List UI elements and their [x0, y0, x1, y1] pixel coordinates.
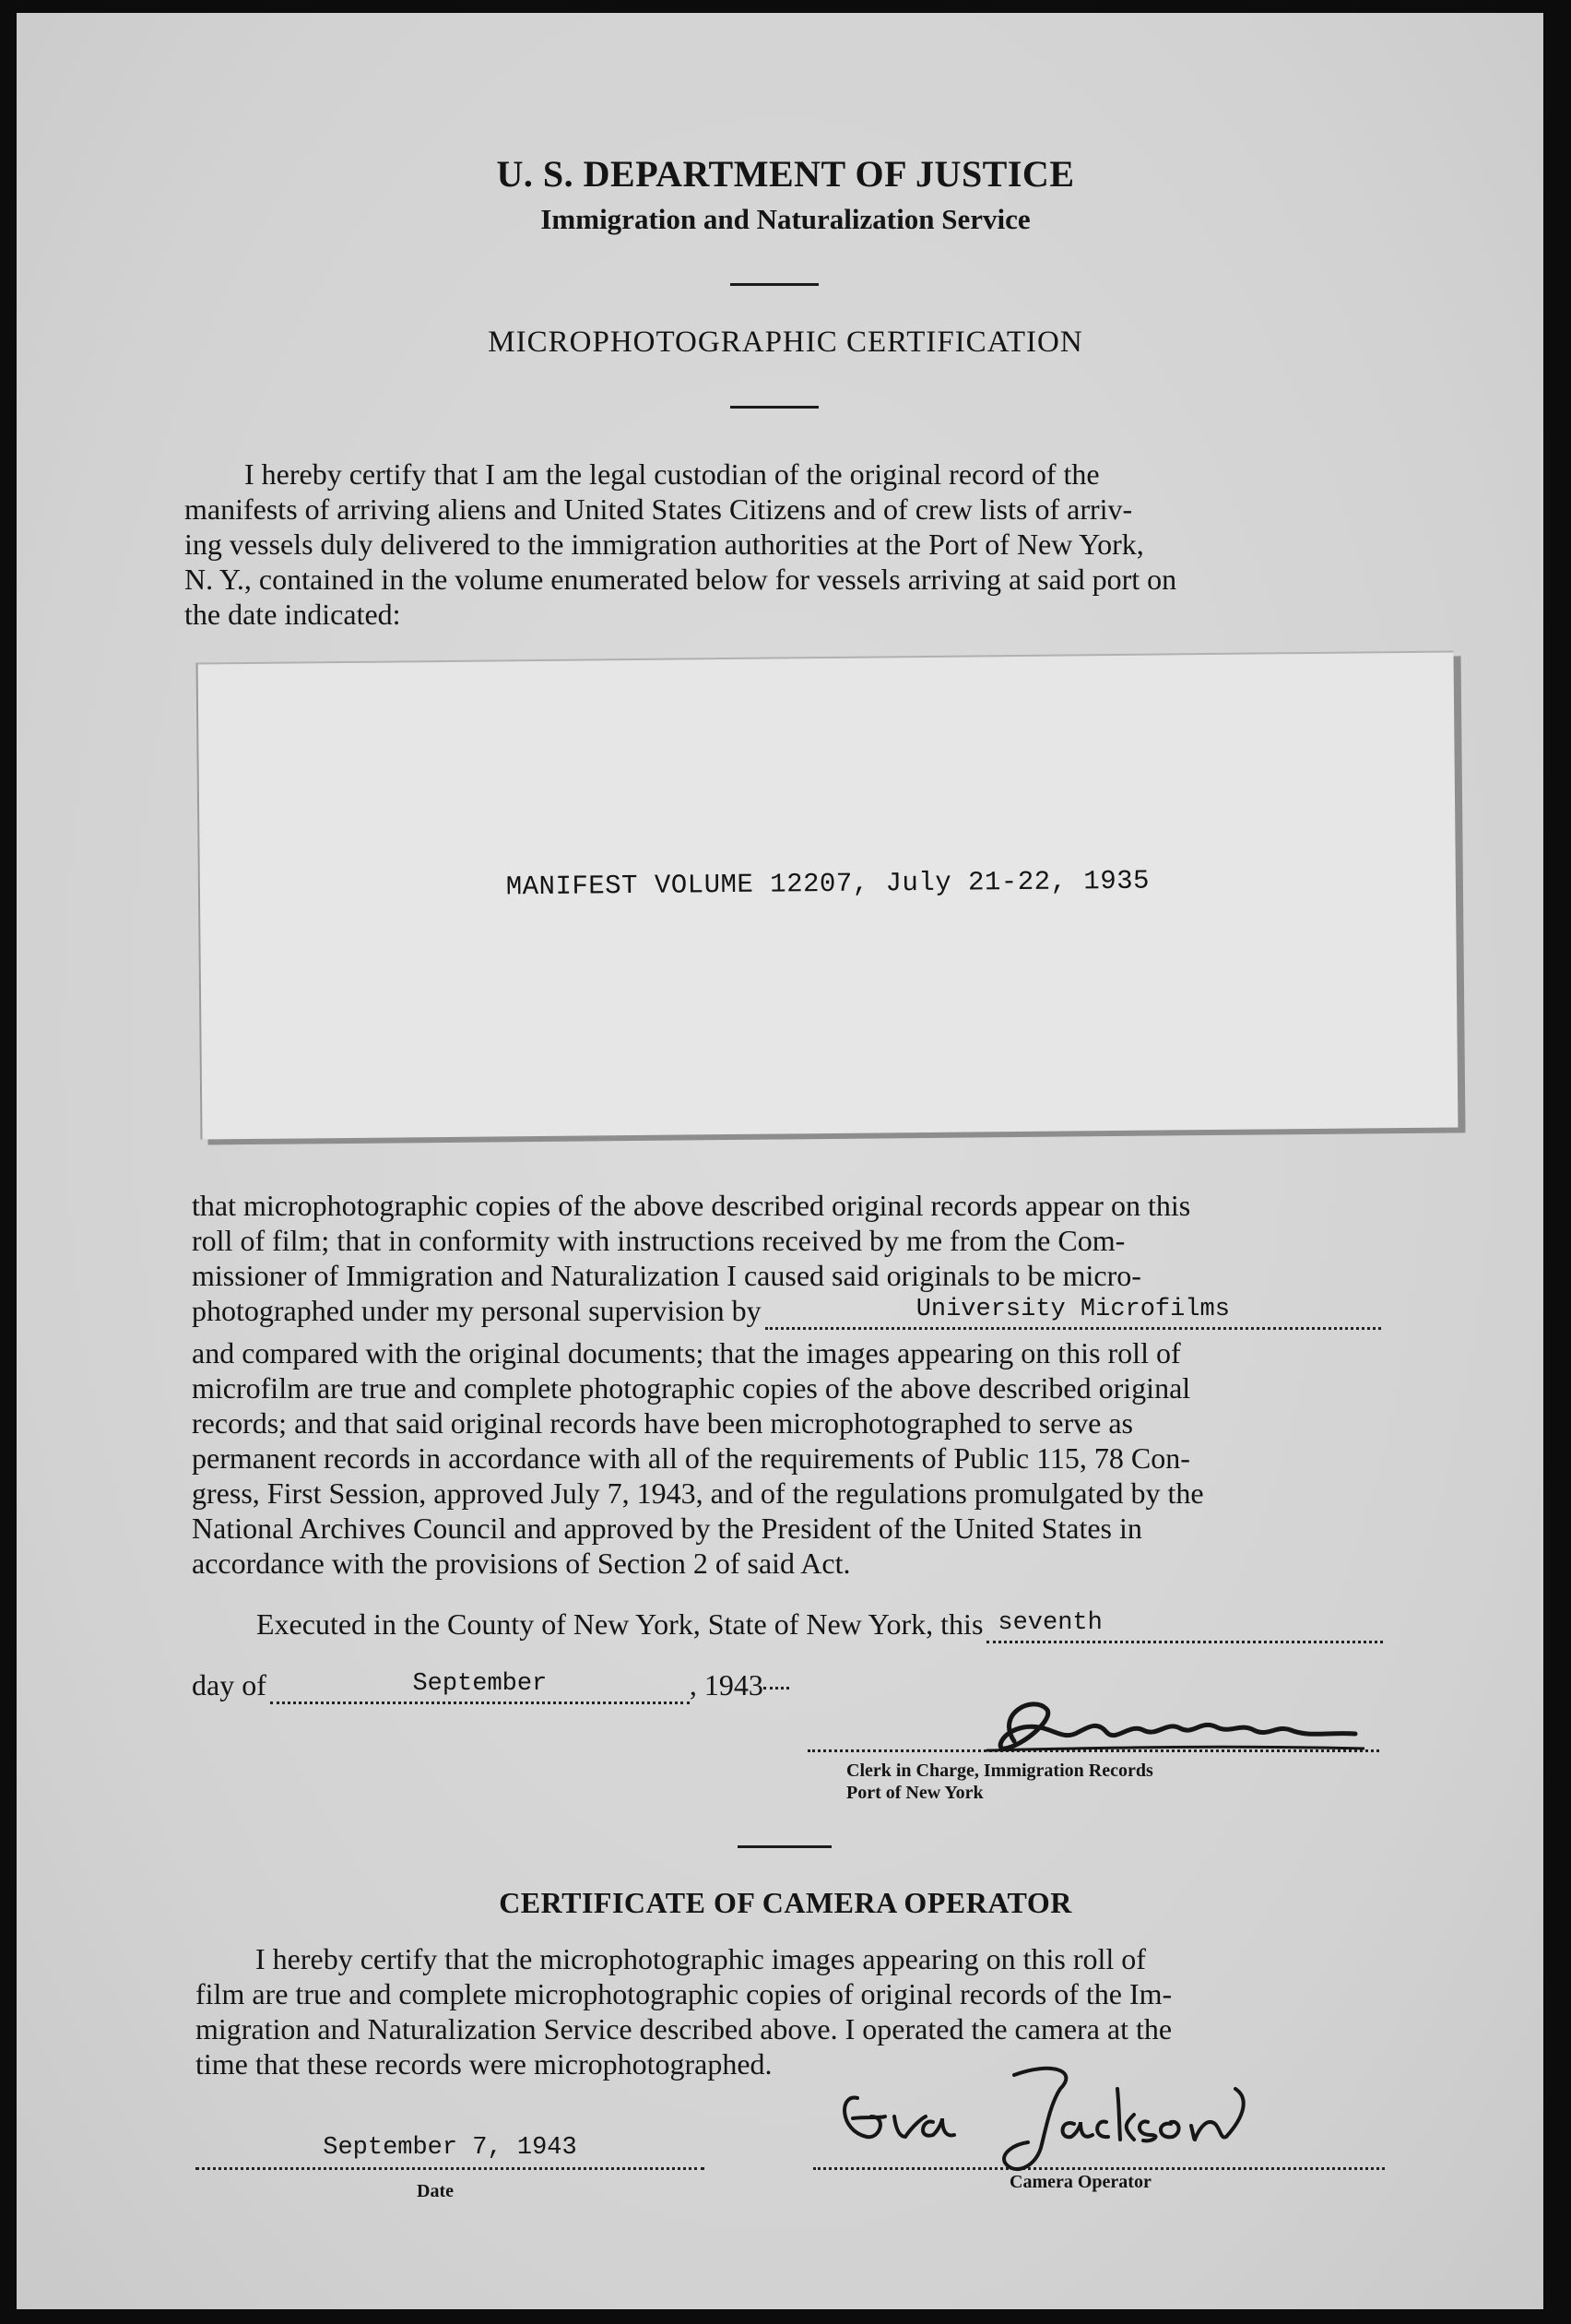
execution-day-field [986, 1601, 1383, 1643]
camera-line: migration and Naturalization Service described above. I operated the camera at the [195, 2012, 1173, 2045]
camera-line: film are true and complete microphotographic copies of original records of the Im- [195, 1977, 1173, 2010]
microfilm-company-field [765, 1287, 1381, 1330]
body-line: missioner of Immigration and Naturalization I caused said originals to be micro- [192, 1259, 1141, 1292]
execution-line [256, 1607, 1383, 1649]
intro-line: N. Y., contained in the volume enumerated below for vessels arriving at said port on [184, 563, 1177, 596]
body-line: National Archives Council and approved by the President of the United States in [192, 1512, 1142, 1545]
record-card [196, 650, 1459, 1139]
camera-date-value: September 7, 1943 [323, 2134, 577, 2162]
camera-date-field [195, 2130, 704, 2170]
camera-section-title: CERTIFICATE OF CAMERA OPERATOR [499, 1886, 1072, 1919]
body-line: roll of film; that in conformity with instructions received by me from the Com- [192, 1224, 1126, 1257]
supervision-line [192, 1293, 1381, 1335]
year-trailing-dots [763, 1687, 789, 1690]
execution-prefix: Executed in the County of New York, State of New York, this [256, 1607, 984, 1641]
service-subheading: Immigration and Naturalization Service [540, 203, 1031, 235]
supervision-prefix: photographed under my personal supervision by [192, 1294, 762, 1327]
execution-month-value: September [412, 1670, 548, 1698]
camera-line: I hereby certify that the microphotographic images appearing on this roll of [255, 1942, 1146, 1975]
microfilm-company-value: University Microfilms [915, 1296, 1230, 1323]
clerk-port-line: Port of New York [846, 1783, 984, 1803]
intro-paragraph [184, 456, 1374, 632]
header-divider-bottom [730, 406, 819, 409]
camera-operator-label: Camera Operator [1010, 2172, 1152, 2192]
department-heading: U. S. DEPARTMENT OF JUSTICE [496, 153, 1075, 195]
clerk-signature [959, 1677, 1383, 1769]
body-line: microfilm are true and complete photographic copies of the above described original [192, 1371, 1191, 1405]
header-divider-top [730, 283, 819, 286]
body-line: gress, First Session, approved July 7, 1943, and of the regulations promulgated by the [192, 1476, 1204, 1510]
body-line: and compared with the original documents; that the images appearing on this roll of [192, 1336, 1181, 1370]
body-line: accordance with the provisions of Section 2 of said Act. [192, 1547, 851, 1580]
camera-date-label: Date [417, 2181, 454, 2201]
camera-line: time that these records were microphotographed. [195, 2047, 773, 2081]
execution-day-value: seventh [998, 1609, 1103, 1637]
execution-date-line [192, 1667, 837, 1710]
execution-year: , 1943 [689, 1668, 763, 1702]
body-paragraph [192, 1188, 1381, 1581]
intro-line: manifests of arriving aliens and United States Citizens and of crew lists of arriv- [184, 492, 1133, 526]
body-line: permanent records in accordance with all of the requirements of Public 115, 78 Con- [192, 1441, 1190, 1475]
section-divider [738, 1845, 832, 1848]
body-line: records; and that said original records have been microphotographed to serve as [192, 1406, 1133, 1440]
intro-line: ing vessels duly delivered to the immigration authorities at the Port of New York, [184, 528, 1144, 561]
clerk-title-line: Clerk in Charge, Immigration Records [846, 1761, 1153, 1781]
body-line: that microphotographic copies of the above described original records appear on this [192, 1189, 1191, 1222]
intro-line: the date indicated: [184, 598, 401, 631]
manifest-volume-label: MANIFEST VOLUME 12207, July 21-22, 1935 [505, 865, 1151, 903]
day-of-label: day of [192, 1668, 266, 1702]
certification-title: MICROPHOTOGRAPHIC CERTIFICATION [488, 326, 1083, 359]
clerk-title [846, 1760, 1307, 1804]
operator-signature [830, 2052, 1272, 2190]
execution-month-field [270, 1662, 690, 1704]
intro-line: I hereby certify that I am the legal custodian of the original record of the [244, 457, 1100, 491]
